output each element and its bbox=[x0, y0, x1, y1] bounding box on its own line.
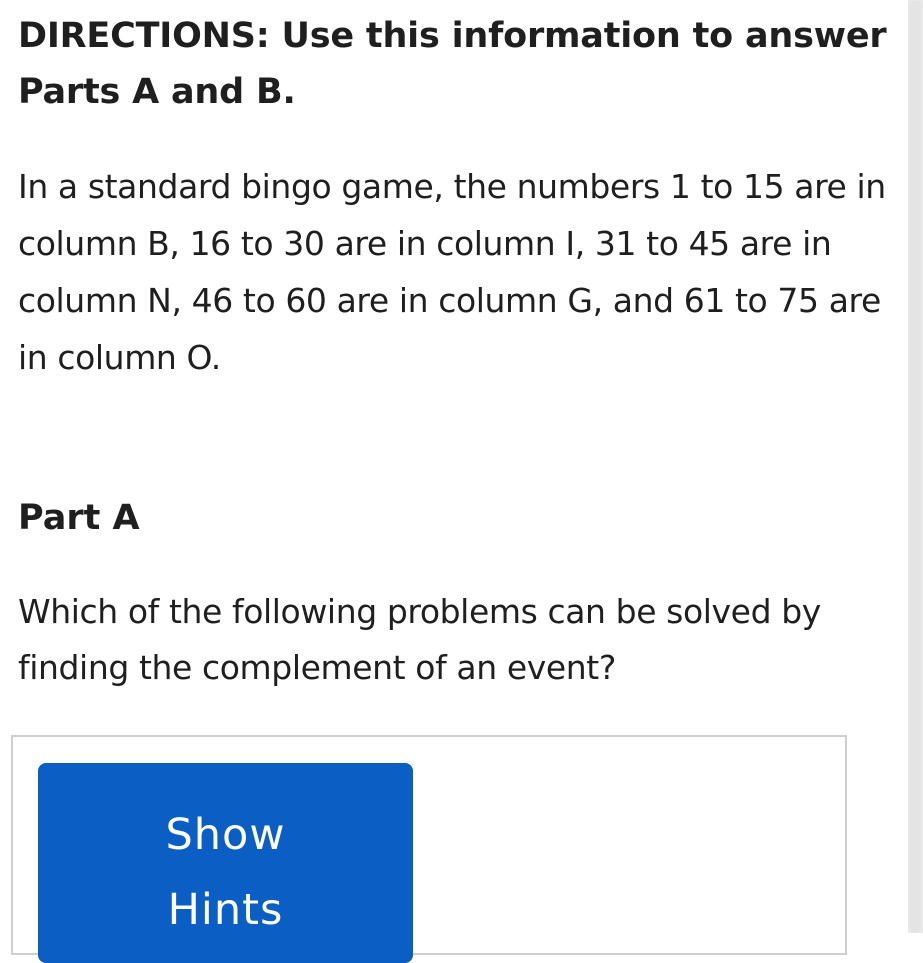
vertical-scrollbar[interactable] bbox=[908, 0, 923, 933]
directions-heading: DIRECTIONS: Use this information to answer Parts A and B. bbox=[18, 16, 887, 112]
part-a-question: Which of the following problems can be solved by finding the complement of an event? bbox=[18, 592, 821, 687]
part-a-title: Part A bbox=[18, 498, 140, 538]
show-hints-label-line1: Show bbox=[165, 809, 286, 860]
bingo-information: In a standard bingo game, the numbers 1 to 15 are in column B, 16 to 30 are in column I, 31 to 45 are in column N, 46 to 60 are in column G, and 61 to 75 are in column O. bbox=[18, 167, 886, 377]
scrollbar-thumb[interactable] bbox=[910, 0, 921, 933]
show-hints-button[interactable] bbox=[38, 763, 413, 963]
show-hints-label-line2: Hints bbox=[167, 884, 284, 935]
